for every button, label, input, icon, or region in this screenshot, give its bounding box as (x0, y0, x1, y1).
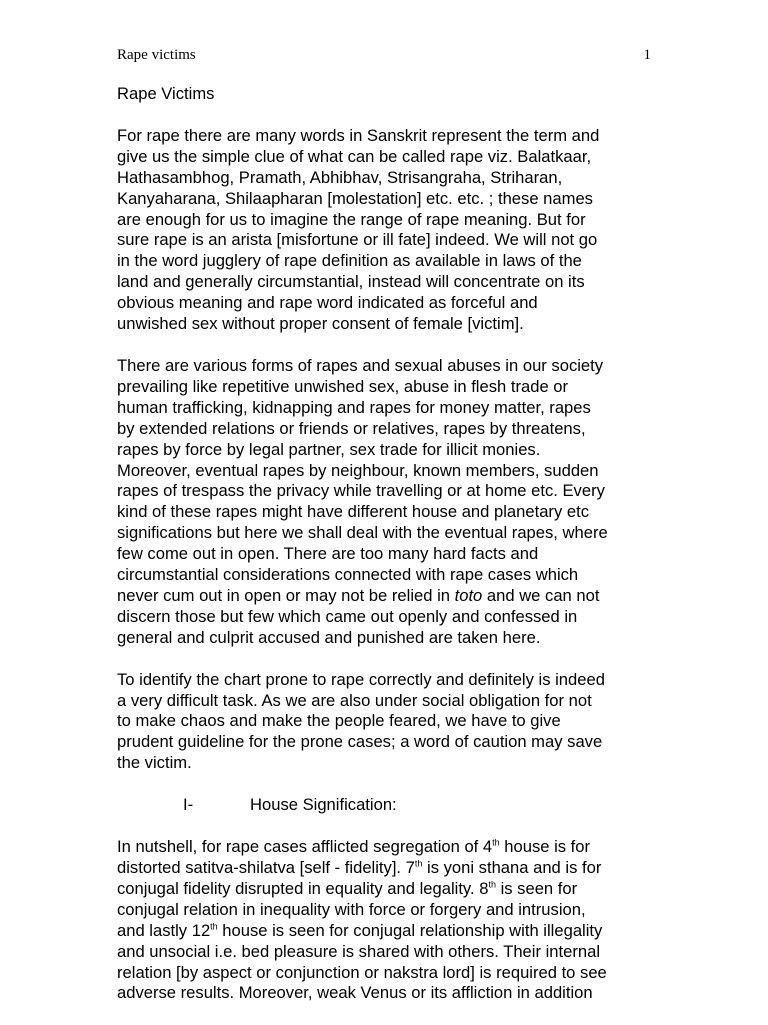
text-line: unwished sex without proper consent of female [victim]. (117, 314, 524, 334)
text-line: There are various forms of rapes and sexual abuses in our society (117, 355, 604, 375)
text-line (117, 837, 657, 858)
text-line: For rape there are many words in Sanskrit represent the term and (117, 125, 600, 145)
paragraph-4 (117, 837, 657, 1004)
text-line: conjugal relation in inequality with force or forgery and intrusion, (117, 899, 586, 919)
paragraph-1 (117, 126, 657, 335)
text-segment: In nutshell, for rape cases afflicted segregation of 4 (117, 837, 493, 857)
italic-term: toto (454, 585, 483, 605)
text-line: To identify the chart prone to rape correctly and definitely is indeed (117, 669, 605, 689)
paragraph-2 (117, 356, 657, 649)
text-line (117, 879, 657, 900)
paragraph-3 (117, 670, 657, 775)
text-line: are enough for us to imagine the range of rape meaning. But for (117, 209, 586, 229)
text-segment: never cum out in open or may not be relied in (117, 585, 455, 605)
text-segment: and we can not (482, 585, 600, 605)
text-line: human trafficking, kidnapping and rapes for money matter, rapes (117, 397, 591, 417)
superscript: th (488, 879, 496, 890)
text-line: significations but here we shall deal with the eventual rapes, where (117, 523, 608, 543)
text-line: prudent guideline for the prone cases; a word of caution may save (117, 732, 603, 752)
section-heading (117, 795, 657, 816)
text-line: prevailing like repetitive unwished sex, abuse in flesh trade or (117, 376, 569, 396)
running-title: Rape victims (117, 47, 196, 63)
text-line: sure rape is an arista [misfortune or ill fate] indeed. We will not go (117, 230, 598, 250)
text-line: rapes of trespass the privacy while travelling or at home etc. Every (117, 481, 605, 501)
text-line: relation [by aspect or conjunction or nakstra lord] is required to see (117, 962, 607, 982)
text-segment: house is for (499, 837, 591, 857)
text-line: the victim. (117, 753, 192, 773)
text-segment: distorted satitva-shilatva [self - fidelity]. 7 (117, 858, 415, 877)
superscript: th (492, 837, 500, 848)
text-line: in the word jugglery of rape definition as available in laws of the (117, 251, 582, 271)
text-segment: is yoni sthana and is for (422, 858, 602, 877)
section-number: I- (183, 795, 194, 815)
text-line (117, 858, 657, 879)
text-segment: and lastly 12 (117, 920, 211, 940)
text-line: Kanyaharana, Shilaapharan [molestation] etc. etc. ; these names (117, 188, 593, 208)
page-number: 1 (643, 47, 651, 63)
text-line: give us the simple clue of what can be called rape viz. Balatkaar, (117, 146, 592, 166)
text-line: kind of these rapes might have different house and planetary etc (117, 502, 589, 522)
text-line: by extended relations or friends or relatives, rapes by threatens, (117, 418, 586, 438)
section-title: House Signification: (250, 795, 397, 815)
text-line: adverse results. Moreover, weak Venus or its affliction in addition (117, 983, 593, 1003)
text-line: rapes by force by legal partner, sex trade for illicit monies. (117, 439, 541, 459)
text-segment: conjugal fidelity disrupted in equality and legality. 8 (117, 878, 489, 898)
superscript: th (210, 921, 218, 932)
text-line (117, 921, 657, 942)
document-title: Rape Victims (117, 84, 215, 103)
text-line: obvious meaning and rape word indicated as forceful and (117, 293, 538, 313)
text-line: discern those but few which came out openly and confessed in (117, 606, 578, 626)
text-line: general and culprit accused and punished are taken here. (117, 627, 541, 647)
running-header (117, 46, 651, 64)
text-line (117, 586, 657, 607)
text-line: and unsocial i.e. bed pleasure is shared with others. Their internal (117, 941, 601, 961)
document-body (117, 84, 657, 1025)
text-line: circumstantial considerations connected with rape cases which (117, 565, 579, 585)
text-line: Hathasambhog, Pramath, Abhibhav, Strisangraha, Striharan, (117, 167, 563, 187)
text-line: land and generally circumstantial, instead will concentrate on its (117, 272, 585, 292)
text-line: Moreover, eventual rapes by neighbour, known members, sudden (117, 460, 599, 480)
superscript: th (414, 858, 423, 869)
text-segment: house is seen for conjugal relationship with illegality (217, 920, 603, 940)
text-line: few come out in open. There are too many hard facts and (117, 544, 539, 564)
text-line: to make chaos and make the people feared, we have to give (117, 711, 561, 731)
text-segment: is seen for (495, 878, 578, 898)
text-line: a very difficult task. As we are also under social obligation for not (117, 690, 592, 710)
